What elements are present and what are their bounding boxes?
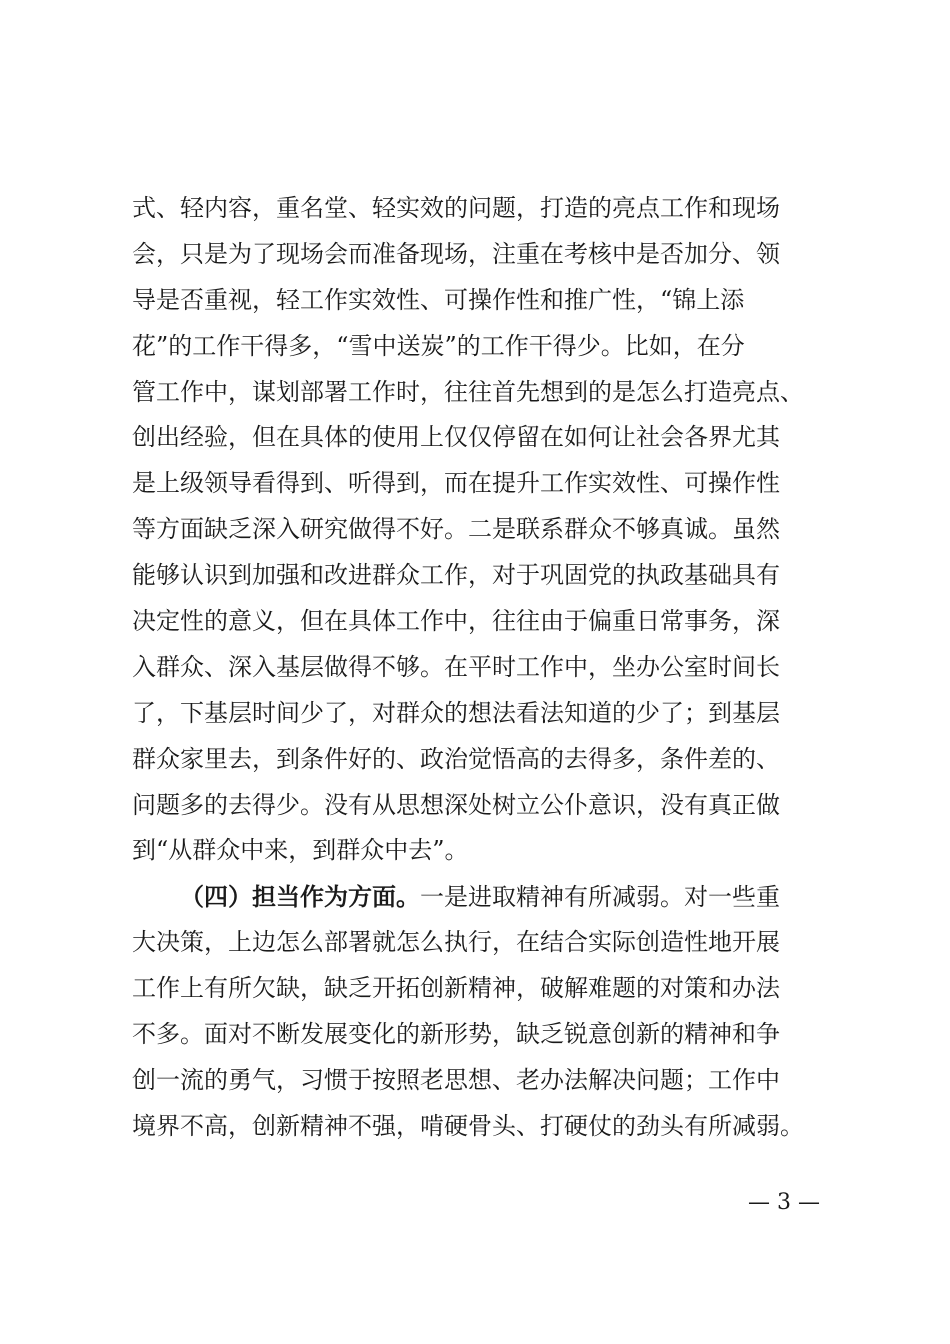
text-line: 能够认识到加强和改进群众工作，对于巩固党的执政基础具有	[132, 561, 780, 590]
body-text	[132, 186, 832, 1150]
text-line: 等方面缺乏深入研究做得不好。二是联系群众不够真诚。虽然	[132, 515, 780, 544]
section-text: 一是进取精神有所减弱。对一些重	[420, 883, 780, 912]
text-line: 问题多的去得少。没有从思想深处树立公仆意识，没有真正做	[132, 790, 780, 819]
text-line: 境界不高，创新精神不强，啃硬骨头、打硬仗的劲头有所减弱。	[132, 1111, 804, 1140]
text-line: 导是否重视，轻工作实效性、可操作性和推广性，“锦上添	[132, 285, 745, 314]
text-line: 工作上有所欠缺，缺乏开拓创新精神，破解难题的对策和办法	[132, 974, 780, 1003]
text-line: 会，只是为了现场会而准备现场，注重在考核中是否加分、领	[132, 239, 780, 268]
section-heading: （四）担当作为方面。	[180, 882, 420, 912]
text-line: 花”的工作干得多，“雪中送炭”的工作干得少。比如，在分	[132, 331, 745, 360]
text-line: 了，下基层时间少了，对群众的想法看法知道的少了；到基层	[132, 698, 780, 727]
text-line: 大决策，上边怎么部署就怎么执行，在结合实际创造性地开展	[132, 928, 780, 957]
section-first-line	[132, 874, 832, 920]
text-line: 入群众、深入基层做得不够。在平时工作中，坐办公室时间长	[132, 652, 780, 681]
page-number: — 3 —	[748, 1190, 820, 1215]
text-line: 创出经验，但在具体的使用上仅仅停留在如何让社会各界尤其	[132, 423, 780, 452]
text-line: 决定性的意义，但在具体工作中，往往由于偏重日常事务，深	[132, 607, 780, 636]
text-line: 是上级领导看得到、听得到，而在提升工作实效性、可操作性	[132, 469, 780, 498]
text-line: 不多。面对不断发展变化的新形势，缺乏锐意创新的精神和争	[132, 1020, 780, 1049]
text-line: 式、轻内容，重名堂、轻实效的问题，打造的亮点工作和现场	[132, 194, 780, 222]
text-line: 群众家里去，到条件好的、政治觉悟高的去得多，条件差的、	[132, 744, 780, 773]
text-line: 管工作中，谋划部署工作时，往往首先想到的是怎么打造亮点、	[132, 377, 804, 406]
text-line: 创一流的勇气，习惯于按照老思想、老办法解决问题；工作中	[132, 1065, 780, 1094]
text-line: 到“从群众中来，到群众中去”。	[132, 836, 469, 865]
